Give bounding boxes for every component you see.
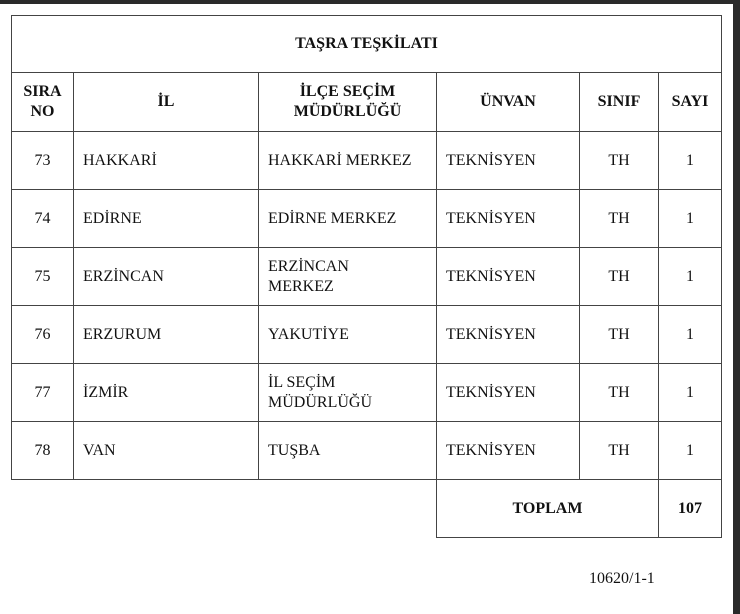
- header-unvan: ÜNVAN: [437, 73, 580, 132]
- cell-sinif: TH: [580, 364, 659, 422]
- cell-ilce: TUŞBA: [259, 422, 437, 480]
- cell-unvan: TEKNİSYEN: [437, 190, 580, 248]
- cell-sayi: 1: [659, 306, 722, 364]
- document-reference: 10620/1-1: [589, 570, 655, 587]
- cell-no: 77: [12, 364, 74, 422]
- cell-no: 73: [12, 132, 74, 190]
- cell-sinif: TH: [580, 422, 659, 480]
- cell-il: İZMİR: [74, 364, 259, 422]
- total-label: TOPLAM: [437, 480, 659, 538]
- cell-no: 75: [12, 248, 74, 306]
- cell-unvan: TEKNİSYEN: [437, 422, 580, 480]
- cell-sayi: 1: [659, 248, 722, 306]
- table-row: [12, 132, 722, 190]
- total-value: 107: [659, 480, 722, 538]
- cell-sayi: 1: [659, 422, 722, 480]
- header-il: İL: [74, 73, 259, 132]
- header-sira-no: SIRA NO: [12, 73, 74, 132]
- table-row: [12, 364, 722, 422]
- header-sinif: SINIF: [580, 73, 659, 132]
- cell-sayi: 1: [659, 190, 722, 248]
- cell-sinif: TH: [580, 132, 659, 190]
- cell-unvan: TEKNİSYEN: [437, 248, 580, 306]
- document-page: [0, 4, 733, 614]
- cell-no: 74: [12, 190, 74, 248]
- cell-no: 76: [12, 306, 74, 364]
- staff-table: [11, 15, 722, 538]
- cell-unvan: TEKNİSYEN: [437, 132, 580, 190]
- cell-il: HAKKARİ: [74, 132, 259, 190]
- cell-ilce: YAKUTİYE: [259, 306, 437, 364]
- cell-no: 78: [12, 422, 74, 480]
- cell-il: ERZİNCAN: [74, 248, 259, 306]
- header-sayi: SAYI: [659, 73, 722, 132]
- table-row: [12, 306, 722, 364]
- cell-sinif: TH: [580, 306, 659, 364]
- cell-il: EDİRNE: [74, 190, 259, 248]
- table-row: [12, 248, 722, 306]
- cell-ilce: EDİRNE MERKEZ: [259, 190, 437, 248]
- cell-il: VAN: [74, 422, 259, 480]
- cell-sayi: 1: [659, 132, 722, 190]
- cell-sinif: TH: [580, 248, 659, 306]
- cell-unvan: TEKNİSYEN: [437, 306, 580, 364]
- total-row: [12, 480, 722, 538]
- cell-unvan: TEKNİSYEN: [437, 364, 580, 422]
- cell-ilce: İL SEÇİM MÜDÜRLÜĞÜ: [259, 364, 437, 422]
- header-ilce: İLÇE SEÇİM MÜDÜRLÜĞÜ: [259, 73, 437, 132]
- cell-ilce: ERZİNCAN MERKEZ: [259, 248, 437, 306]
- cell-ilce: HAKKARİ MERKEZ: [259, 132, 437, 190]
- cell-sinif: TH: [580, 190, 659, 248]
- cell-il: ERZURUM: [74, 306, 259, 364]
- cell-sayi: 1: [659, 364, 722, 422]
- table-row: [12, 422, 722, 480]
- table-title: TAŞRA TEŞKİLATI: [12, 16, 722, 73]
- table-row: [12, 190, 722, 248]
